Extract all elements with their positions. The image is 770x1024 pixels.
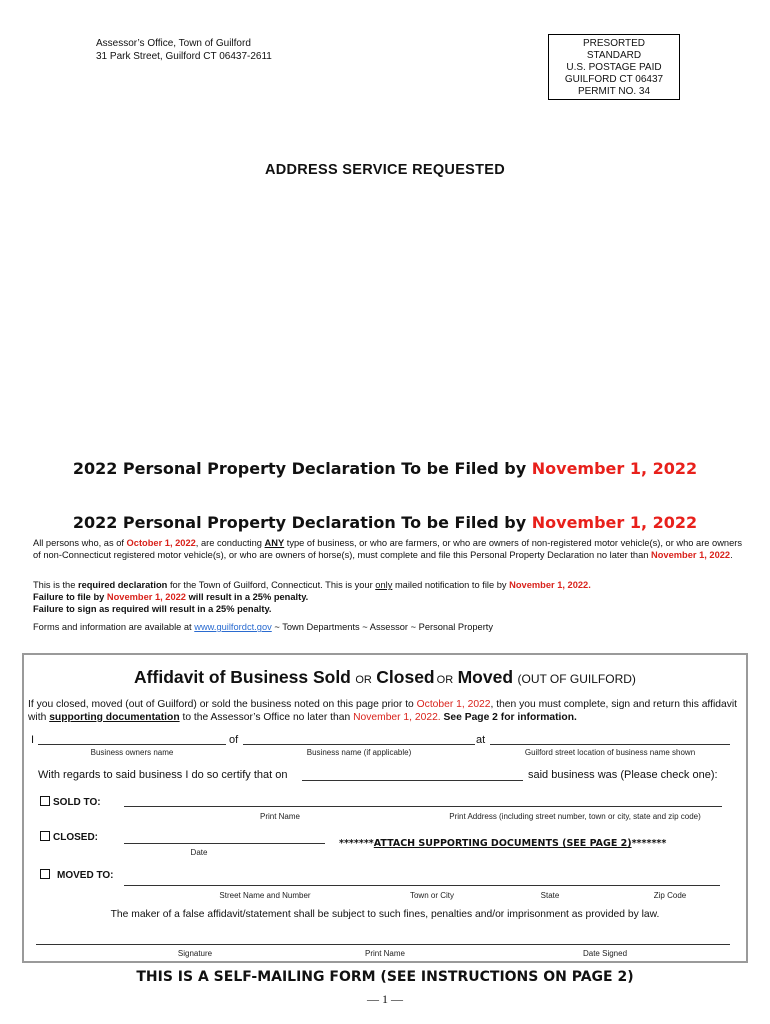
text: to the Assessor’s Office no later than [182,711,351,723]
closed-checkbox[interactable] [40,831,50,841]
title-or: OR [436,674,454,686]
address-service-requested: ADDRESS SERVICE REQUESTED [264,162,506,178]
emphasis-supporting-docs: supporting documentation [49,711,180,723]
moved-to-option[interactable] [40,869,113,881]
text: This is the [33,580,76,590]
title-out-of-guilford: (OUT OF GUILFORD) [517,672,636,686]
indicia-line: STANDARD [586,50,642,61]
i-label: I [31,734,35,746]
sold-to-field[interactable] [124,793,722,807]
date-signed-caption: Date Signed [582,949,628,958]
text: will result in a 25% penalty. [188,592,309,602]
sold-to-label: SOLD TO: [53,797,101,808]
closed-date-caption: Date [190,848,208,857]
indicia-line: U.S. POSTAGE PAID [566,62,662,73]
attach-docs-text: ATTACH SUPPORTING DOCUMENTS (SEE PAGE 2) [373,838,632,849]
at-label: at [476,734,486,746]
emphasis-required: required declaration [77,580,168,590]
title-or: OR [355,674,372,686]
zip-caption: Zip Code [653,891,687,900]
state-caption: State [540,891,560,900]
title-moved: Moved [457,667,514,687]
declaration-deadline: November 1, 2022 [531,513,698,532]
text: All persons who, as of [33,538,124,548]
moved-to-checkbox[interactable] [40,869,50,879]
emphasis-any: ANY [264,538,285,548]
false-statement-warning: The maker of a false affidavit/statement shall be subject to such fines, penalties and/or imprisonment as provided by law. [110,909,660,920]
stars: ******* [631,838,667,849]
title-closed: Closed [376,667,435,687]
declaration-title-repeat [0,513,770,532]
deadline-date: November 1, 2022. [509,580,591,590]
title-sold: Affidavit of Business Sold [134,667,351,687]
declaration-deadline: November 1, 2022 [531,459,698,478]
sold-to-option[interactable] [40,796,101,808]
text: , are conducting [195,538,262,548]
certify-date-field[interactable] [302,770,523,781]
text: If you closed, moved (out of Guilford) or sold the business noted on this page prior to [28,699,414,710]
required-declaration-paragraph [33,580,743,592]
declaration-title-text: 2022 Personal Property Declaration To be Filed by [72,459,527,478]
text: Failure to sign as required will result in a 25% penalty. [33,604,272,614]
signature-caption: Signature [177,949,213,958]
check-one-text: said business was (Please check one): [528,769,718,781]
return-address [96,37,272,63]
self-mailing-notice: THIS IS A SELF-MAILING FORM (SEE INSTRUCTIONS ON PAGE 2) [136,969,634,985]
postage-indicia [548,34,680,100]
stars: ******* [339,838,374,849]
website-link[interactable]: www.guilfordct.gov [194,622,272,632]
street-caption: Street Name and Number [219,891,311,900]
cutoff-date: October 1, 2022 [416,699,491,710]
sold-to-checkbox[interactable] [40,796,50,806]
text: type of business, or who are farmers, or who are owners of non-registered motor vehicle(s), or who are owners of non-Connecticut registered motor vehicle(s), or who are owners of horse(s), must complete and file this Personal Property Declaration no later than [33,538,743,560]
filing-requirement-paragraph [33,538,743,561]
text: Failure to file by [33,592,105,602]
text: for the Town of Guilford, Connecticut. This is your [169,580,373,590]
print-name-caption: Print Name [364,949,405,958]
declaration-title [0,459,770,478]
late-filing-penalty [33,592,743,604]
business-name-field[interactable] [243,733,475,745]
business-location-field[interactable] [490,733,730,745]
see-page-2: See Page 2 for information. [443,711,577,723]
declaration-title-text: 2022 Personal Property Declaration To be Filed by [72,513,527,532]
business-name-caption: Business name (if applicable) [306,748,412,757]
emphasis-only: only [375,580,393,590]
attach-docs-notice [339,838,666,849]
signature-field[interactable] [36,931,730,945]
assessment-date: October 1, 2022 [126,538,196,548]
indicia-line: PERMIT NO. 34 [577,86,651,97]
text: , then you must complete, sign and return this affidavit with [28,699,737,723]
text: ~ Town Departments ~ Assessor ~ Personal Property [274,622,494,632]
deadline-date: November 1, 2022 [651,549,731,560]
owner-name-caption: Business owners name [90,748,174,757]
moved-to-field[interactable] [124,872,720,886]
business-location-caption: Guilford street location of business name shown [524,748,696,757]
print-address-caption: Print Address (including street number, town or city, state and zip code) [449,812,701,821]
of-label: of [229,734,239,746]
deadline-date: November 1, 2022 [106,592,186,602]
owner-name-field[interactable] [38,733,226,745]
closed-label: CLOSED: [53,832,98,843]
closed-date-field[interactable] [124,830,325,844]
town-caption: Town or City [409,891,454,900]
deadline-date: November 1, 2022. [353,711,441,723]
affidavit-title [0,667,770,688]
print-name-caption: Print Name [259,812,300,821]
moved-to-label: MOVED TO: [57,870,114,881]
sender-office: Assessor’s Office, Town of Guilford [96,38,251,49]
forms-info-line [33,622,743,634]
unsigned-penalty [33,604,743,616]
closed-option[interactable] [40,831,98,843]
affidavit-instructions [28,699,744,724]
indicia-line: PRESORTED [582,38,646,49]
text: mailed notification to file by [394,580,507,590]
certify-text: With regards to said business I do so certify that on [38,769,288,781]
text: Forms and information are available at [33,622,192,632]
sender-street: 31 Park Street, Guilford CT 06437-2611 [96,51,272,62]
page-number: — 1 — [367,992,403,1006]
indicia-line: GUILFORD CT 06437 [564,74,664,85]
text: . [730,549,733,560]
